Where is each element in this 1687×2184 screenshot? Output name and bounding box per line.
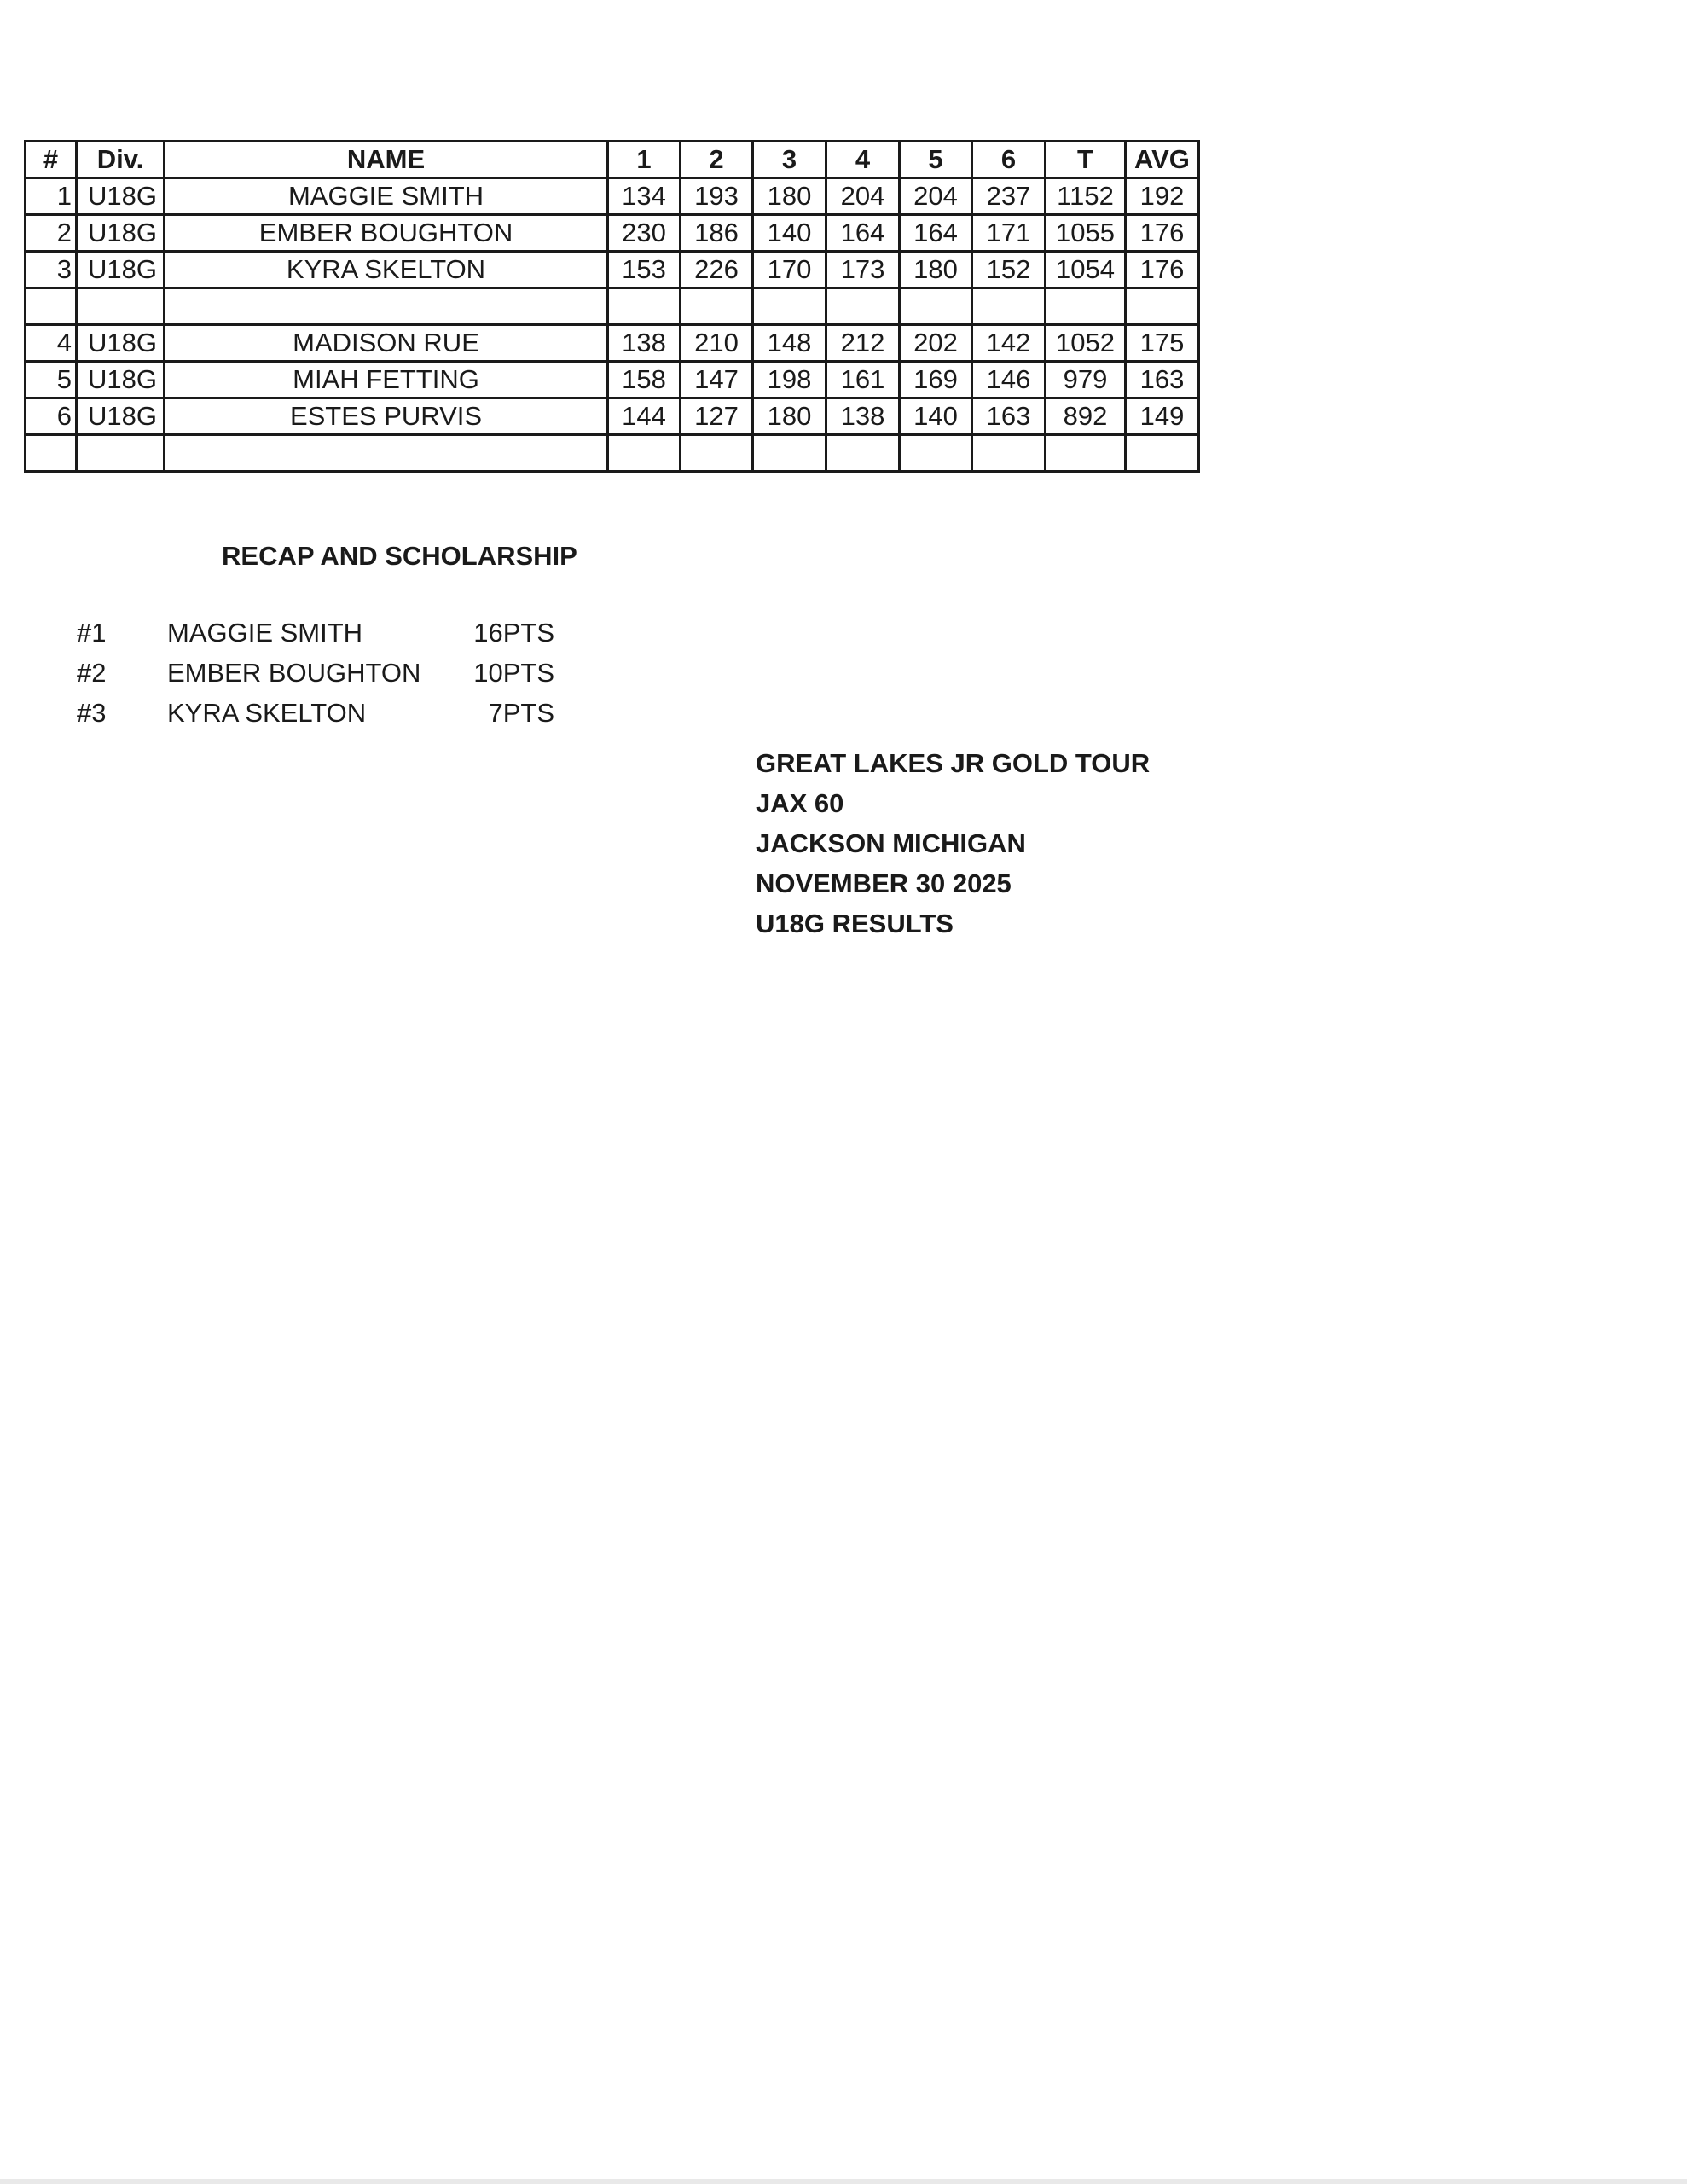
event-info-block [756, 743, 1150, 944]
recap-item [77, 698, 554, 738]
cell-game-3: 148 [753, 325, 826, 362]
cell-total: 1055 [1046, 215, 1126, 252]
cell-game-5: 169 [900, 362, 972, 398]
recap-name: EMBER BOUGHTON [167, 658, 421, 688]
cell-game-3: 180 [753, 398, 826, 435]
cell-total: 892 [1046, 398, 1126, 435]
header-game-2: 2 [681, 142, 753, 178]
cell-name: MAGGIE SMITH [165, 178, 608, 215]
header-game-1: 1 [608, 142, 681, 178]
cell-rank: 1 [26, 178, 77, 215]
cell-average: 176 [1126, 252, 1199, 288]
cell-average: 149 [1126, 398, 1199, 435]
cell-game-2: 210 [681, 325, 753, 362]
cell-game-4: 161 [826, 362, 900, 398]
cell-total: 1052 [1046, 325, 1126, 362]
cell-game-3: 170 [753, 252, 826, 288]
cell-game-4: 138 [826, 398, 900, 435]
header-game-6: 6 [972, 142, 1046, 178]
cell-game-1: 230 [608, 215, 681, 252]
header-division: Div. [77, 142, 165, 178]
cell-name: MIAH FETTING [165, 362, 608, 398]
cell-division: U18G [77, 362, 165, 398]
recap-rank: #1 [77, 618, 107, 648]
cell-total: 1054 [1046, 252, 1126, 288]
event-tour-name: GREAT LAKES JR GOLD TOUR [756, 748, 1151, 778]
cell-rank: 6 [26, 398, 77, 435]
cell-name: MADISON RUE [165, 325, 608, 362]
table-row [26, 325, 1199, 362]
header-game-4: 4 [826, 142, 900, 178]
cell-game-4: 212 [826, 325, 900, 362]
cell-division: U18G [77, 398, 165, 435]
cell-game-5: 164 [900, 215, 972, 252]
cell-game-5: 204 [900, 178, 972, 215]
cell-name: KYRA SKELTON [165, 252, 608, 288]
table-row [26, 398, 1199, 435]
event-location: JACKSON MICHIGAN [756, 828, 1026, 858]
recap-title: RECAP AND SCHOLARSHIP [222, 541, 577, 571]
cell-average: 192 [1126, 178, 1199, 215]
recap-rank: #3 [77, 698, 107, 728]
recap-name: MAGGIE SMITH [167, 618, 363, 648]
cell-game-6: 171 [972, 215, 1046, 252]
header-game-3: 3 [753, 142, 826, 178]
cell-total: 979 [1046, 362, 1126, 398]
cell-game-5: 202 [900, 325, 972, 362]
cell-game-4: 173 [826, 252, 900, 288]
cell-game-2: 193 [681, 178, 753, 215]
cell-name: ESTES PURVIS [165, 398, 608, 435]
event-division-results: U18G RESULTS [756, 909, 954, 938]
cell-average: 175 [1126, 325, 1199, 362]
recap-rank: #2 [77, 658, 107, 688]
table-header-row [26, 142, 1199, 178]
cell-game-1: 158 [608, 362, 681, 398]
header-total: T [1046, 142, 1126, 178]
recap-item [77, 658, 554, 698]
cell-game-6: 152 [972, 252, 1046, 288]
cell-game-4: 164 [826, 215, 900, 252]
recap-item [77, 618, 554, 658]
cell-total: 1152 [1046, 178, 1126, 215]
cell-game-3: 198 [753, 362, 826, 398]
cell-game-5: 180 [900, 252, 972, 288]
cell-game-1: 144 [608, 398, 681, 435]
table-row [26, 252, 1199, 288]
cell-game-1: 138 [608, 325, 681, 362]
cell-game-1: 134 [608, 178, 681, 215]
cell-rank: 5 [26, 362, 77, 398]
header-game-5: 5 [900, 142, 972, 178]
table-row [26, 362, 1199, 398]
header-average: AVG [1126, 142, 1199, 178]
page-bottom-edge [0, 2179, 1687, 2184]
cell-name: EMBER BOUGHTON [165, 215, 608, 252]
cell-division: U18G [77, 178, 165, 215]
cell-average: 163 [1126, 362, 1199, 398]
cell-game-3: 180 [753, 178, 826, 215]
cell-average: 176 [1126, 215, 1199, 252]
cell-rank: 3 [26, 252, 77, 288]
cell-game-2: 127 [681, 398, 753, 435]
recap-points: 10PTS [473, 658, 554, 688]
recap-name: KYRA SKELTON [167, 698, 367, 728]
cell-game-3: 140 [753, 215, 826, 252]
cell-game-2: 226 [681, 252, 753, 288]
recap-list [77, 618, 554, 738]
table-row [26, 178, 1199, 215]
recap-points: 7PTS [488, 698, 554, 728]
cell-division: U18G [77, 215, 165, 252]
table-row [26, 215, 1199, 252]
cell-game-2: 147 [681, 362, 753, 398]
event-center-name: JAX 60 [756, 788, 844, 818]
cell-rank: 4 [26, 325, 77, 362]
header-rank: # [26, 142, 77, 178]
cell-game-4: 204 [826, 178, 900, 215]
cell-game-2: 186 [681, 215, 753, 252]
cell-game-1: 153 [608, 252, 681, 288]
results-table [24, 140, 1200, 473]
cell-rank: 2 [26, 215, 77, 252]
event-date: NOVEMBER 30 2025 [756, 868, 1012, 898]
cell-game-6: 237 [972, 178, 1046, 215]
cell-game-6: 142 [972, 325, 1046, 362]
cell-division: U18G [77, 252, 165, 288]
blank-table-row [26, 435, 1199, 472]
recap-points: 16PTS [473, 618, 554, 648]
cell-game-6: 163 [972, 398, 1046, 435]
cell-game-6: 146 [972, 362, 1046, 398]
header-name: NAME [165, 142, 608, 178]
cell-division: U18G [77, 325, 165, 362]
cell-game-5: 140 [900, 398, 972, 435]
blank-table-row [26, 288, 1199, 325]
